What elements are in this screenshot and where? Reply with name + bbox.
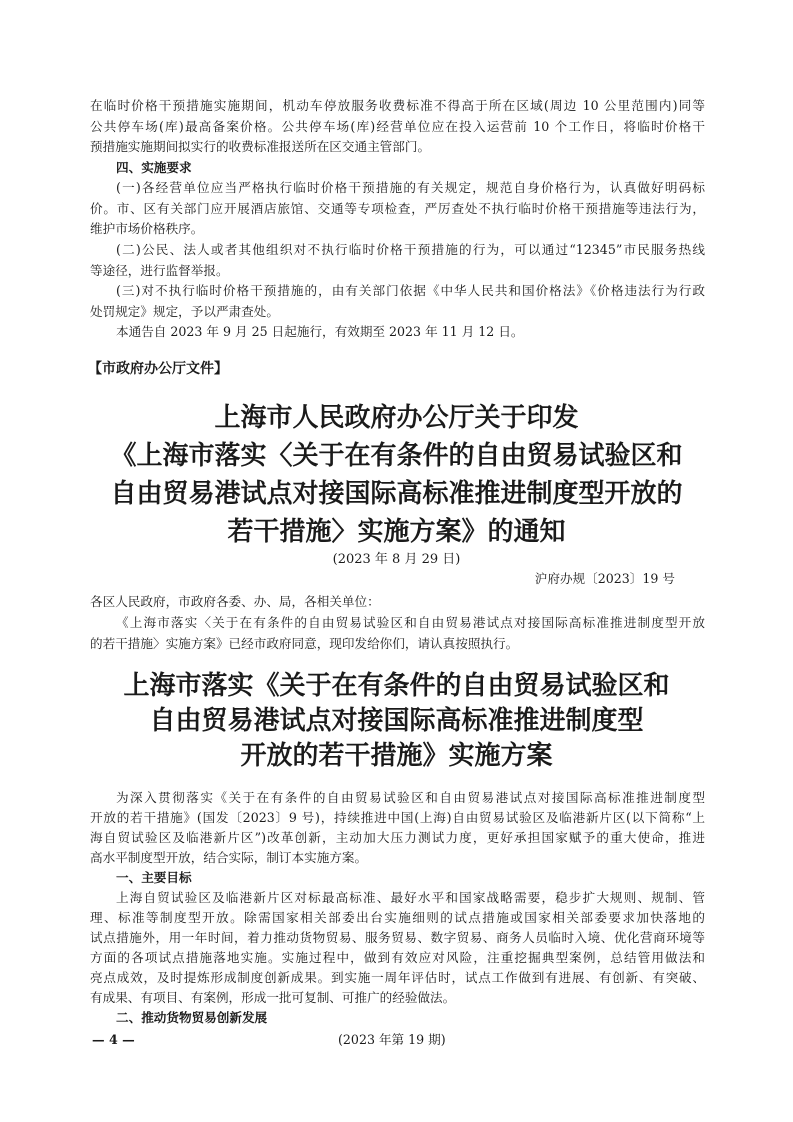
text-line: 处罚规定》规定，予以严肃查处。 bbox=[90, 304, 279, 319]
plan-title-line: 上海市落实《关于在有条件的自由贸易试验区和 bbox=[123, 671, 670, 701]
notice-title-line: 自由贸易港试点对接国际高标准推进制度型开放的 bbox=[110, 479, 683, 509]
text-line: (一)各经营单位应当严格执行临时价格干预措施的有关规定，规范自身价格行为，认真做好明码标 bbox=[116, 180, 705, 195]
text-line: 方面的各项试点措施落地实施。实施过程中，做到有效应对风险，注重挖掘典型案例，总结管用做法和 bbox=[90, 950, 705, 965]
text-line: 本通告自 2023 年 9 月 25 日起施行，有效期至 2023 年 11 月 12 日。 bbox=[116, 324, 524, 339]
plan-title-line: 开放的若干措施》实施方案 bbox=[240, 741, 553, 771]
text-line: 亮点成效，及时提炼形成制度创新成果。到实施一周年评估时，试点工作做到有进展、有创新、有突破、 bbox=[90, 970, 705, 985]
notice-date: (2023 年 8 月 29 日) bbox=[332, 552, 461, 567]
notice-title-line: 《上海市落实〈关于在有条件的自由贸易试验区和 bbox=[110, 441, 683, 471]
section-label: 【市政府办公厅文件】 bbox=[88, 361, 228, 377]
plan-title-line: 自由贸易港试点对接国际高标准推进制度型 bbox=[149, 706, 644, 736]
text-line: 《上海市落实〈关于在有条件的自由贸易试验区和自由贸易港试点对接国际高标准推进制度型开放 bbox=[116, 615, 705, 630]
text-line: 试点措施外，用一年时间，着力推动货物贸易、服务贸易、数字贸易、商务人员临时入境、优化营商环境等 bbox=[90, 930, 705, 945]
document-number: 沪府办规〔2023〕19 号 bbox=[534, 571, 675, 586]
text-line: 等途径，进行监督举报。 bbox=[90, 263, 229, 278]
text-line: 理、标准等制度型开放。除需国家相关部委出台实施细则的试点措施或国家相关部委要求加快落地的 bbox=[90, 910, 705, 925]
text-line: 的若干措施〉实施方案》已经市政府同意，现印发给你们，请认真按照执行。 bbox=[90, 636, 519, 651]
text-line: 高水平制度型开放，结合实际，制订本实施方案。 bbox=[90, 850, 368, 865]
section-heading: 四、实施要求 bbox=[116, 160, 192, 175]
text-line: 价。市、区有关部门应开展酒店旅馆、交通等专项检查，严厉查处不执行临时价格干预措施等违法行为， bbox=[90, 201, 705, 216]
text-line: 为深入贯彻落实《关于在有条件的自由贸易试验区和自由贸易港试点对接国际高标准推进制度型 bbox=[116, 790, 705, 805]
text-line: (三)对不执行临时价格干预措施的，由有关部门依据《中华人民共和国价格法》《价格违法行为行政 bbox=[116, 283, 705, 298]
text-line: (二)公民、法人或者其他组织对不执行临时价格干预措施的行为，可以通过“12345”市民服务热线 bbox=[116, 242, 705, 257]
text-line: 上海自贸试验区及临港新片区对标最高标准、最好水平和国家战略需要，稳步扩大规则、规制、管 bbox=[116, 890, 705, 905]
page-number: — 4 — bbox=[92, 1032, 135, 1047]
section-heading: 二、推动货物贸易创新发展 bbox=[116, 1010, 268, 1025]
issue-label: (2023 年第 19 期) bbox=[338, 1032, 446, 1047]
text-line: 预措施实施期间拟实行的收费标准报送所在区交通主管部门。 bbox=[90, 139, 431, 154]
text-line: 开放的若干措施》(国发〔2023〕9 号)，持续推进中国(上海)自由贸易试验区及临港新片区(以下简称“上 bbox=[90, 810, 705, 825]
notice-title-line: 若干措施〉实施方案》的通知 bbox=[227, 517, 566, 547]
text-line: 维护市场价格秩序。 bbox=[90, 221, 204, 236]
notice-title-line: 上海市人民政府办公厅关于印发 bbox=[214, 403, 579, 433]
text-line: 公共停车场(库)最高备案价格。公共停车场(库)经营单位应在投入运营前 10 个工作日，将临时价格干 bbox=[90, 119, 705, 134]
text-line: 海自贸试验区及临港新片区”)改革创新，主动加大压力测试力度，更好承担国家赋予的重大使命，推进 bbox=[90, 830, 705, 845]
text-line: 有成果、有项目、有案例，形成一批可复制、可推广的经验做法。 bbox=[90, 990, 456, 1005]
text-line: 在临时价格干预措施实施期间，机动车停放服务收费标准不得高于所在区域(周边 10 公里范围内)同等 bbox=[90, 98, 705, 113]
addressee: 各区人民政府，市政府各委、办、局，各相关单位： bbox=[90, 594, 380, 609]
section-heading: 一、主要目标 bbox=[116, 870, 192, 885]
